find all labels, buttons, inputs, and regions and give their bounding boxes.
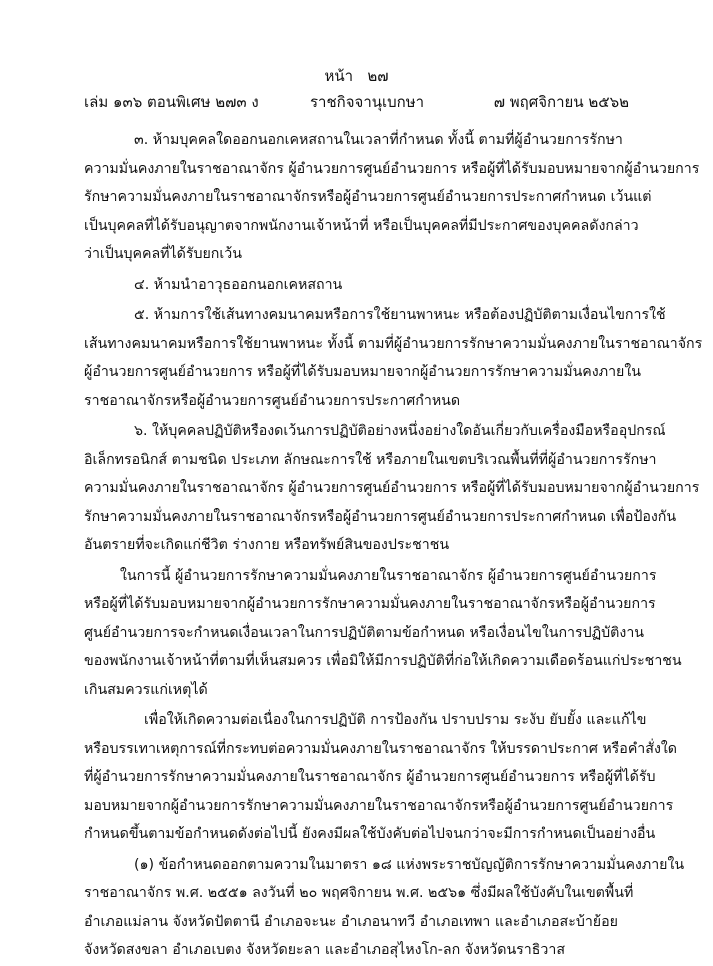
text-line: หรือผู้ที่ได้รับมอบหมายจากผู้อำนวยการรักษาความมั่นคงภายในราชอาณาจักรหรือผู้อำนวยการ [84,596,656,612]
paragraph-continuity [84,706,678,849]
text-line: เส้นทางคมนาคมหรือการใช้ยานพาหนะ ทั้งนี้ ตามที่ผู้อำนวยการรักษาความมั่นคงภายในราชอาณาจักร [84,335,703,352]
text-line: กำหนดขึ้นตามข้อกำหนดดังต่อไปนี้ ยังคงมีผลใช้บังคับต่อไปจนกว่าจะมีการกำหนดเป็นอย่างอื่น [84,826,656,842]
text-line: ๔. ห้ามนำอาวุธออกนอกเคหสถาน [134,276,343,293]
text-line: ๕. ห้ามการใช้เส้นทางคมนาคมหรือการใช้ยานพาหนะ หรือต้องปฏิบัติตามเงื่อนไขการใช้ [134,307,666,323]
paragraph-4 [84,271,629,300]
text-line: อำเภอแม่ลาน จังหวัดปัตตานี อำเภอจะนะ อำเภอนาทวี อำเภอเทพา และอำเภอสะบ้าย้อย [84,913,618,930]
text-line: รักษาความมั่นคงภายในราชอาณาจักรหรือผู้อำนวยการศูนย์อำนวยการประกาศกำหนด เพื่อป้องกัน [84,508,677,525]
text-line: ศูนย์อำนวยการจะกำหนดเงื่อนเวลาในการปฏิบัติตามข้อกำหนด หรือเงื่อนไขในการปฏิบัติงาน [84,624,644,641]
text-line: เป็นบุคคลที่ได้รับอนุญาตจากพนักงานเจ้าหน้าที่ หรือเป็นบุคคลที่มีประกาศของบุคคลดังกล่าว [84,217,639,234]
text-line: รักษาความมั่นคงภายในราชอาณาจักรหรือผู้อำนวยการศูนย์อำนวยการประกาศกำหนด เว้นแต่ [84,189,652,205]
text-line: ว่าเป็นบุคคลที่ได้รับยกเว้น [84,246,242,262]
text-line: อันตรายที่จะเกิดแก่ชีวิต ร่างกาย หรือทรัพย์สินของประชาชน [84,537,450,553]
text-line: เพื่อให้เกิดความต่อเนื่องในการปฏิบัติ การป้องกัน ปราบปราม ระงับ ยับยั้ง และแก้ไข [144,712,647,728]
text-line: จังหวัดสงขลา อำเภอเบตง จังหวัดยะลา และอำเภอสุไหงโก-ลก จังหวัดนราธิวาส [84,942,565,958]
text-line: ความมั่นคงภายในราชอาณาจักร ผู้อำนวยการศูนย์อำนวยการ หรือผู้ที่ได้รับมอบหมายจากผู้อำนวยการ [84,160,700,177]
text-line: ที่ผู้อำนวยการรักษาความมั่นคงภายในราชอาณาจักร ผู้อำนวยการศูนย์อำนวยการ หรือผู้ที่ได้รับ [84,769,656,785]
text-line: ราชอาณาจักร พ.ศ. ๒๕๕๑ ลงวันที่ ๒๐ พฤศจิกายน พ.ศ. ๒๕๖๑ ซึ่งมีผลใช้บังคับในเขตพื้นที่ [84,885,634,901]
gazette-name: ราชกิจจานุเบกษา [310,93,425,111]
text-line: ๖. ให้บุคคลปฏิบัติหรืองดเว้นการปฏิบัติอย่างหนึ่งอย่างใดอันเกี่ยวกับเครื่องมือหรืออุปกรณ์ [134,423,666,439]
page-header [84,92,629,112]
paragraph-3 [84,126,700,269]
paragraph-5 [84,301,703,415]
text-line: ราชอาณาจักรหรือผู้อำนวยการศูนย์อำนวยการประกาศกำหนด [84,392,461,409]
document-body [84,126,703,966]
text-line: มอบหมายจากผู้อำนวยการรักษาความมั่นคงภายในราชอาณาจักรหรือผู้อำนวยการศูนย์อำนวยการ [84,797,674,814]
text-line: อิเล็กทรอนิกส์ ตามชนิด ประเภท ลักษณะการใช้ หรือภายในเขตบริเวณพื้นที่ที่ผู้อำนวยการรักษา [84,451,657,468]
paragraph-item-1 [84,851,685,965]
text-line: ๓. ห้ามบุคคลใดออกนอกเคหสถานในเวลาที่กำหนด ทั้งนี้ ตามที่ผู้อำนวยการรักษา [134,132,623,148]
text-line: ของพนักงานเจ้าหน้าที่ตามที่เห็นสมควร เพื่อมิให้มีการปฏิบัติที่ก่อให้เกิดความเดือดร้อนแก่ประชาชน [84,653,682,669]
text-line: ความมั่นคงภายในราชอาณาจักร ผู้อำนวยการศูนย์อำนวยการ หรือผู้ที่ได้รับมอบหมายจากผู้อำนวยการ [84,480,700,496]
publication-date: ๗ พฤศจิกายน ๒๕๖๒ [493,93,629,111]
paragraph-6 [84,417,700,560]
text-line: (๑) ข้อกำหนดออกตามความในมาตรา ๑๘ แห่งพระราชบัญญัติการรักษาความมั่นคงภายใน [134,856,685,873]
paragraph-authority [84,562,682,705]
text-line: เกินสมควรแก่เหตุได้ [84,681,208,698]
volume-info: เล่ม ๑๓๖ ตอนพิเศษ ๒๗๓ ง [84,93,259,111]
text-line: ในการนี้ ผู้อำนวยการรักษาความมั่นคงภายในราชอาณาจักร ผู้อำนวยการศูนย์อำนวยการ [120,567,657,584]
text-line: ผู้อำนวยการศูนย์อำนวยการ หรือผู้ที่ได้รับมอบหมายจากผู้อำนวยการรักษาความมั่นคงภายใน [84,364,641,380]
page-number: หน้า ๒๗ [324,67,389,85]
text-line: หรือบรรเทาเหตุการณ์ที่กระทบต่อความมั่นคงภายในราชอาณาจักร ให้บรรดาประกาศ หรือคำสั่งใด [84,740,678,757]
